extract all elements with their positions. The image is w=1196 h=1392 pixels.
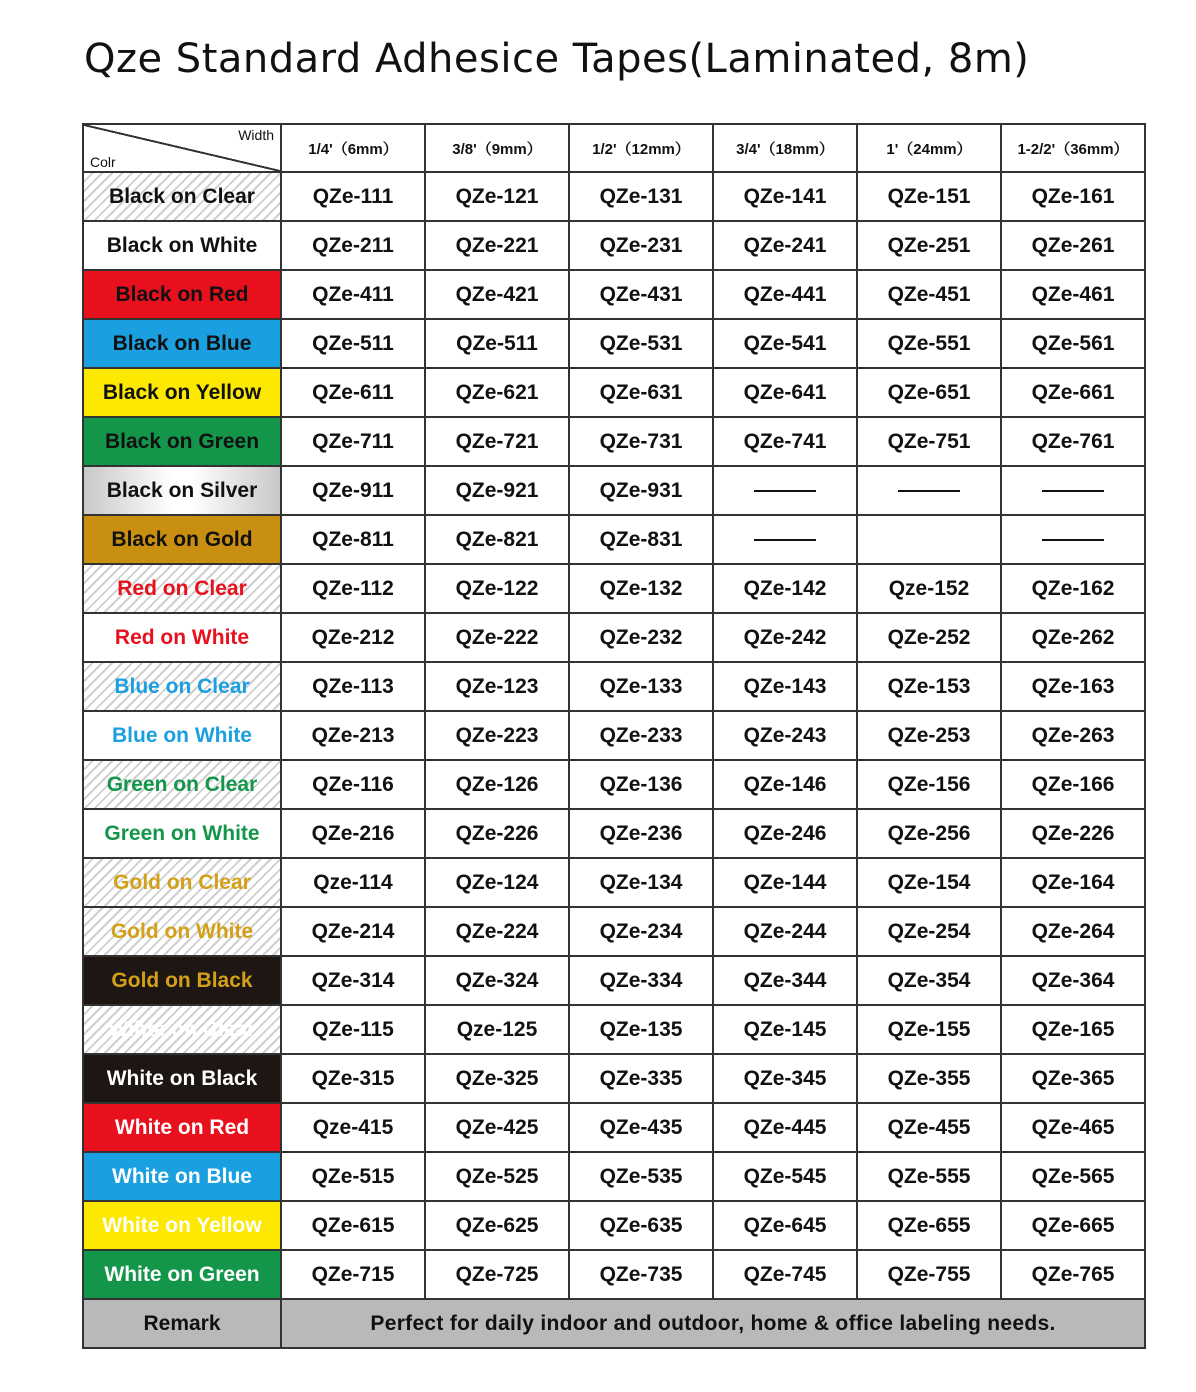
table-row [83, 1103, 1145, 1152]
product-code: QZe-154 [857, 858, 1001, 907]
tape-color-label: Black on Clear [83, 172, 281, 221]
product-code: QZe-156 [857, 760, 1001, 809]
product-code: QZe-132 [569, 564, 713, 613]
product-code: QZe-735 [569, 1250, 713, 1299]
table-row [83, 809, 1145, 858]
tape-color-label: White on Yellow [83, 1201, 281, 1250]
table-row [83, 417, 1145, 466]
product-code: QZe-116 [281, 760, 425, 809]
product-code: QZe-153 [857, 662, 1001, 711]
table-row [83, 662, 1145, 711]
product-code: QZe-222 [425, 613, 569, 662]
table-row [83, 270, 1145, 319]
product-code: QZe-334 [569, 956, 713, 1005]
product-code: QZe-755 [857, 1250, 1001, 1299]
table-row [83, 368, 1145, 417]
product-code: QZe-134 [569, 858, 713, 907]
tape-color-label: Black on White [83, 221, 281, 270]
tape-color-label: White on Black [83, 1054, 281, 1103]
dash-line [898, 490, 960, 492]
tape-color-label: Wihte on Clear [83, 1005, 281, 1054]
product-code: QZe-631 [569, 368, 713, 417]
unavailable-dash [1001, 466, 1145, 515]
product-code: QZe-525 [425, 1152, 569, 1201]
tape-color-label: Blue on Clear [83, 662, 281, 711]
product-code: QZe-635 [569, 1201, 713, 1250]
dash-line [754, 539, 816, 541]
product-code: QZe-115 [281, 1005, 425, 1054]
tape-color-label: Blue on White [83, 711, 281, 760]
product-code: QZe-611 [281, 368, 425, 417]
tape-color-label: White on Red [83, 1103, 281, 1152]
product-code: QZe-213 [281, 711, 425, 760]
product-code: QZe-226 [425, 809, 569, 858]
product-code: QZe-244 [713, 907, 857, 956]
product-code: QZe-212 [281, 613, 425, 662]
table-row [83, 1054, 1145, 1103]
product-code: QZe-615 [281, 1201, 425, 1250]
product-code: QZe-252 [857, 613, 1001, 662]
unavailable-dash [857, 466, 1001, 515]
product-code: QZe-241 [713, 221, 857, 270]
product-code: QZe-231 [569, 221, 713, 270]
tape-color-label: Black on Blue [83, 319, 281, 368]
product-code: QZe-141 [713, 172, 857, 221]
product-code: QZe-145 [713, 1005, 857, 1054]
width-label: Width [238, 127, 274, 143]
col-header-9mm: 3/8'（9mm） [425, 124, 569, 172]
product-code: QZe-561 [1001, 319, 1145, 368]
product-code: QZe-135 [569, 1005, 713, 1054]
product-code: QZe-133 [569, 662, 713, 711]
product-code: QZe-251 [857, 221, 1001, 270]
corner-header [83, 124, 281, 172]
product-code: QZe-651 [857, 368, 1001, 417]
product-code: QZe-625 [425, 1201, 569, 1250]
color-label: Colr [90, 154, 116, 170]
product-code: QZe-223 [425, 711, 569, 760]
tape-color-label: Green on White [83, 809, 281, 858]
table-row [83, 1201, 1145, 1250]
table-row [83, 1005, 1145, 1054]
product-code: QZe-131 [569, 172, 713, 221]
product-code: QZe-365 [1001, 1054, 1145, 1103]
product-code: QZe-545 [713, 1152, 857, 1201]
tape-color-label: Gold on White [83, 907, 281, 956]
product-code: QZe-811 [281, 515, 425, 564]
product-code: QZe-315 [281, 1054, 425, 1103]
product-code: QZe-431 [569, 270, 713, 319]
product-code: Qze-125 [425, 1005, 569, 1054]
product-code: QZe-166 [1001, 760, 1145, 809]
product-code: QZe-345 [713, 1054, 857, 1103]
product-code: QZe-411 [281, 270, 425, 319]
product-code: QZe-264 [1001, 907, 1145, 956]
col-header-12mm: 1/2'（12mm） [569, 124, 713, 172]
dash-line [754, 490, 816, 492]
product-code: QZe-256 [857, 809, 1001, 858]
product-code: QZe-146 [713, 760, 857, 809]
product-code: QZe-335 [569, 1054, 713, 1103]
tape-color-label: Black on Green [83, 417, 281, 466]
product-code: QZe-921 [425, 466, 569, 515]
product-code: QZe-243 [713, 711, 857, 760]
page-title: Qze Standard Adhesice Tapes(Laminated, 8m) [84, 36, 1030, 82]
remark-label: Remark [83, 1299, 281, 1348]
product-code: QZe-661 [1001, 368, 1145, 417]
product-code: QZe-745 [713, 1250, 857, 1299]
product-code: QZe-126 [425, 760, 569, 809]
product-code: QZe-224 [425, 907, 569, 956]
remark-text: Perfect for daily indoor and outdoor, home & office labeling needs. [281, 1299, 1145, 1348]
product-code: QZe-165 [1001, 1005, 1145, 1054]
tape-color-label: Black on Red [83, 270, 281, 319]
product-code: QZe-355 [857, 1054, 1001, 1103]
product-code: QZe-725 [425, 1250, 569, 1299]
product-code: Qze-415 [281, 1103, 425, 1152]
dash-line [1042, 490, 1104, 492]
product-code: QZe-931 [569, 466, 713, 515]
product-code: QZe-234 [569, 907, 713, 956]
product-code: QZe-831 [569, 515, 713, 564]
product-code: QZe-262 [1001, 613, 1145, 662]
product-code: QZe-911 [281, 466, 425, 515]
product-code: QZe-354 [857, 956, 1001, 1005]
product-code: QZe-751 [857, 417, 1001, 466]
product-code: QZe-164 [1001, 858, 1145, 907]
tape-color-label: Gold on Clear [83, 858, 281, 907]
table-row [83, 956, 1145, 1005]
product-code: QZe-123 [425, 662, 569, 711]
table-row [83, 515, 1145, 564]
table-row [83, 613, 1145, 662]
product-code: QZe-232 [569, 613, 713, 662]
product-code: QZe-641 [713, 368, 857, 417]
table-row [83, 1152, 1145, 1201]
product-code: QZe-151 [857, 172, 1001, 221]
tape-color-label: Black on Yellow [83, 368, 281, 417]
product-code: QZe-211 [281, 221, 425, 270]
product-code: QZe-112 [281, 564, 425, 613]
tape-table [82, 123, 1146, 1349]
tape-color-label: White on Green [83, 1250, 281, 1299]
product-code: QZe-121 [425, 172, 569, 221]
product-code: QZe-445 [713, 1103, 857, 1152]
product-code: QZe-761 [1001, 417, 1145, 466]
product-code: QZe-236 [569, 809, 713, 858]
col-header-6mm: 1/4'（6mm） [281, 124, 425, 172]
product-code: QZe-364 [1001, 956, 1145, 1005]
col-header-18mm: 3/4'（18mm） [713, 124, 857, 172]
product-code: QZe-113 [281, 662, 425, 711]
product-code: QZe-655 [857, 1201, 1001, 1250]
tape-color-label: Gold on Black [83, 956, 281, 1005]
header-row [83, 124, 1145, 172]
product-code: QZe-821 [425, 515, 569, 564]
product-code: QZe-515 [281, 1152, 425, 1201]
product-code: QZe-122 [425, 564, 569, 613]
product-code: QZe-551 [857, 319, 1001, 368]
product-code: QZe-233 [569, 711, 713, 760]
unavailable-dash [1001, 515, 1145, 564]
remark-row [83, 1299, 1145, 1348]
unavailable-dash [713, 515, 857, 564]
product-code: QZe-214 [281, 907, 425, 956]
product-code: QZe-242 [713, 613, 857, 662]
product-code: QZe-511 [425, 319, 569, 368]
empty-cell [857, 515, 1001, 564]
col-header-36mm: 1-2/2'（36mm） [1001, 124, 1145, 172]
unavailable-dash [713, 466, 857, 515]
product-code: QZe-511 [281, 319, 425, 368]
product-code: Qze-114 [281, 858, 425, 907]
product-code: QZe-261 [1001, 221, 1145, 270]
tape-color-label: Red on White [83, 613, 281, 662]
product-code: QZe-161 [1001, 172, 1145, 221]
tape-color-label: Green on Clear [83, 760, 281, 809]
product-code: QZe-765 [1001, 1250, 1145, 1299]
product-code: QZe-254 [857, 907, 1001, 956]
table-row [83, 221, 1145, 270]
table-row [83, 907, 1145, 956]
product-code: QZe-142 [713, 564, 857, 613]
product-code: QZe-565 [1001, 1152, 1145, 1201]
table-row [83, 711, 1145, 760]
col-header-24mm: 1'（24mm） [857, 124, 1001, 172]
table-row [83, 564, 1145, 613]
product-code: QZe-711 [281, 417, 425, 466]
table-row [83, 760, 1145, 809]
product-code: QZe-535 [569, 1152, 713, 1201]
table-body [83, 172, 1145, 1299]
product-code: QZe-731 [569, 417, 713, 466]
product-code: QZe-715 [281, 1250, 425, 1299]
product-code: QZe-645 [713, 1201, 857, 1250]
tape-color-label: Black on Silver [83, 466, 281, 515]
product-code: QZe-216 [281, 809, 425, 858]
product-code: QZe-621 [425, 368, 569, 417]
tape-color-label: Red on Clear [83, 564, 281, 613]
product-code: QZe-143 [713, 662, 857, 711]
product-code: QZe-741 [713, 417, 857, 466]
tape-color-label: White on Blue [83, 1152, 281, 1201]
dash-line [1042, 539, 1104, 541]
product-code: QZe-344 [713, 956, 857, 1005]
product-code: QZe-555 [857, 1152, 1001, 1201]
product-code: QZe-461 [1001, 270, 1145, 319]
product-code: QZe-162 [1001, 564, 1145, 613]
product-code: QZe-155 [857, 1005, 1001, 1054]
product-code: QZe-541 [713, 319, 857, 368]
product-code: QZe-324 [425, 956, 569, 1005]
product-code: QZe-111 [281, 172, 425, 221]
product-code: QZe-136 [569, 760, 713, 809]
table-row [83, 319, 1145, 368]
tape-color-label: Black on Gold [83, 515, 281, 564]
product-code: QZe-425 [425, 1103, 569, 1152]
product-code: QZe-253 [857, 711, 1001, 760]
product-code: QZe-665 [1001, 1201, 1145, 1250]
product-code: QZe-314 [281, 956, 425, 1005]
product-code: QZe-721 [425, 417, 569, 466]
product-code: QZe-531 [569, 319, 713, 368]
product-code: QZe-221 [425, 221, 569, 270]
product-code: QZe-144 [713, 858, 857, 907]
product-code: QZe-465 [1001, 1103, 1145, 1152]
product-code: QZe-263 [1001, 711, 1145, 760]
product-code: QZe-246 [713, 809, 857, 858]
product-code: QZe-163 [1001, 662, 1145, 711]
table-row [83, 858, 1145, 907]
product-code: QZe-435 [569, 1103, 713, 1152]
product-code: QZe-441 [713, 270, 857, 319]
product-code: QZe-325 [425, 1054, 569, 1103]
product-code: QZe-421 [425, 270, 569, 319]
product-code: QZe-455 [857, 1103, 1001, 1152]
product-code: QZe-226 [1001, 809, 1145, 858]
table-row [83, 172, 1145, 221]
product-code: Qze-152 [857, 564, 1001, 613]
product-code: QZe-124 [425, 858, 569, 907]
table-row [83, 466, 1145, 515]
product-code: QZe-451 [857, 270, 1001, 319]
table-row [83, 1250, 1145, 1299]
